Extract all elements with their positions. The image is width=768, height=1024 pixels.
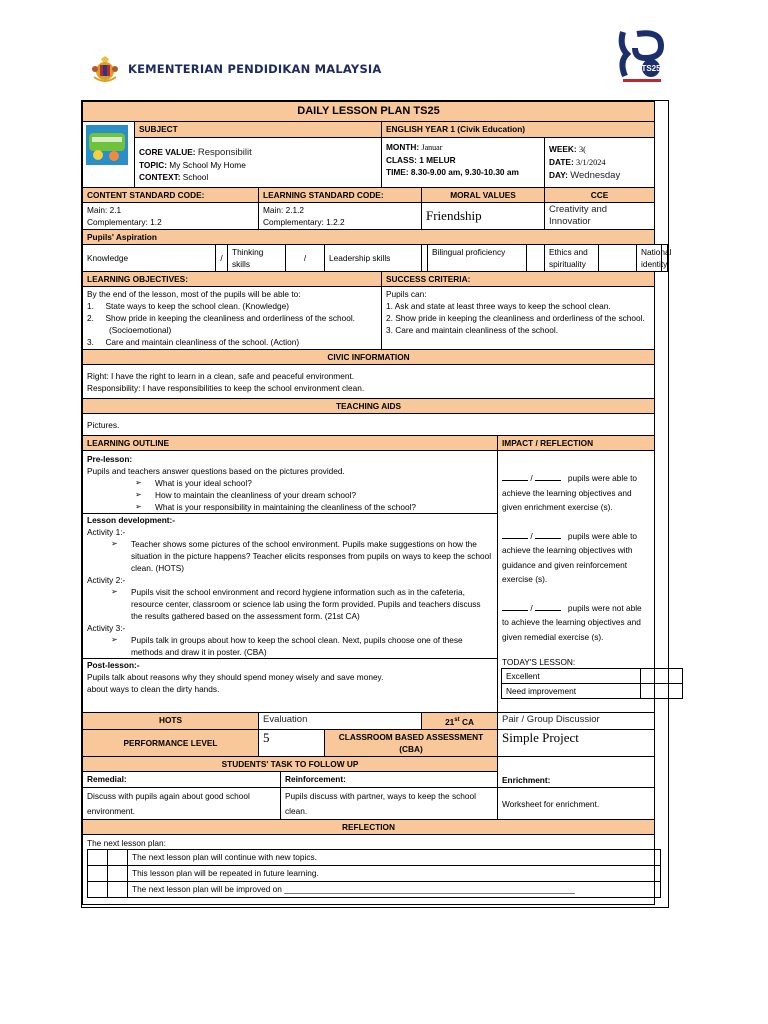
core-value: Responsibilit [197,147,252,158]
cce-value: Creativity and Innovatior [545,203,655,230]
ca-label: 21st CA [422,713,498,730]
enrichment-task: Worksheet for enrichment. [498,788,655,820]
activity-3: ➢ Pupils talk in groups about how to keep the school clean. Next, pupils choose one of these methods and draw it in poster. (CBA) [111,634,493,658]
excellent-checkbox[interactable] [641,669,683,684]
impact-reflection [498,451,655,713]
time-value: 8.30-9.00 am, 9.30-10.30 am [410,167,519,177]
week-details: WEEK: 3( DATE: 3/1/2024 DAY: Wednesday [545,138,655,188]
option-checkbox[interactable] [108,866,128,882]
aspiration-thinking: Thinking skills [228,245,286,272]
reinforcement-label: Reinforcement: [281,771,498,788]
next-lesson-label: The next lesson plan: [87,838,166,849]
success-criteria-label: SUCCESS CRITERIA: [382,272,655,287]
moral-value: Friendship [422,203,545,230]
follow-up-label: STUDENTS' TASK TO FOLLOW UP [83,756,498,771]
aspiration-label: Pupils' Aspiration [83,230,655,245]
next-lesson-plan [83,835,655,905]
reflection-label: REFLECTION [83,820,655,835]
todays-lesson-table [501,668,683,699]
question-item: ➢ How to maintain the cleanliness of your dream school? [135,489,493,501]
context-value: School [182,172,209,182]
hots-label: HOTS [83,713,259,730]
objective-item: 1. State ways to keep the school clean. (Knowledge) [87,301,290,311]
option-checkbox[interactable] [88,882,108,898]
objective-item: 2. Show pride in keeping the cleanliness and orderliness of the school. (Socioemotional) [87,313,355,335]
malaysia-crest-icon [90,55,120,83]
aspiration-thinking-mark: / [286,245,325,272]
option-improve: The next lesson plan will be improved on _______________________________________________________________ [128,882,661,898]
class-value: 1 MELUR [419,155,456,165]
remedial-label: Remedial: [83,771,281,788]
reinforcement-task: Pupils discuss with partner, ways to keep the school clean. [281,788,498,820]
question-item: ➢ What is your responsibility in maintaining the cleanliness of the school? [135,501,493,513]
option-checkbox[interactable] [108,850,128,866]
class-details: MONTH: Januar CLASS: 1 MELUR TIME: 8.30-9.00 am, 9.30-10.30 am [382,138,545,188]
aspiration-knowledge: Knowledge [83,245,216,272]
activity-2: ➢ Pupils visit the school environment and record hygiene information such as in the cafeteria, resource center, classroom or science lab using the form provided. Pupils and teachers discuss the results gathered based on the assessment form. (21st CA) [111,586,493,622]
aspiration-leadership: Leadership skills [325,245,422,272]
logo-text: TS25 [641,64,661,73]
civic-information: Right: I have the right to learn in a clean, safe and peaceful environment. Responsibility: I have responsibilities to keep the school environment clean. [83,365,655,399]
subject-details: CORE VALUE: Responsibilit TOPIC: My School My Home CONTEXT: School [135,138,382,188]
impact-guided: / pupils were able to achieve the learning objectives with guidance and given reinforcement exercise (s). [502,530,638,584]
textbook-cover-icon [86,125,128,165]
option-repeat: This lesson plan will be repeated in future learning. [128,866,661,882]
enrichment-label: Enrichment: [498,771,655,788]
ministry-header [90,52,382,86]
ts25-logo [617,28,667,84]
cce-label: CCE [545,188,655,203]
learning-standard-label: LEARNING STANDARD CODE: [259,188,422,203]
excellent-label: Excellent [502,669,641,684]
performance-level-value: 5 [259,729,325,756]
aspiration-ethics: Ethics and spirituality [545,245,599,272]
criteria-item: 3. Care and maintain cleanliness of the school. [386,325,559,335]
ministry-name: KEMENTERIAN PENDIDIKAN MALAYSIA [128,62,382,76]
lesson-plan-sheet [81,100,672,908]
impact-reflection-label: IMPACT / REFLECTION [498,436,655,451]
performance-level-label: PERFORMANCE LEVEL [83,729,259,756]
month-value: Januar [421,143,443,152]
moral-values-label: MORAL VALUES [422,188,545,203]
option-checkbox[interactable] [88,866,108,882]
pre-lesson-questions [87,477,493,513]
day-value: Wednesday [570,170,621,181]
option-continue: The next lesson plan will continue with new topics. [128,850,661,866]
objective-item: 3. Care and maintain cleanliness of the school. (Action) [87,337,300,347]
option-checkbox[interactable] [88,850,108,866]
aspiration-ethics-mark [599,245,637,272]
todays-lesson-label: TODAY'S LESSON: [502,657,576,667]
learning-objectives: By the end of the lesson, most of the pupils will be able to: 1. State ways to keep the school clean. (Knowledge) 2. Show pride in keeping the cleanliness and orderliness of the school. (Socioemotional) 3. Care and maintain cleanliness of the school. (Action) [83,287,382,350]
learning-objectives-label: LEARNING OBJECTIVES: [83,272,382,287]
subject-value: ENGLISH YEAR 1 (Civik Education) [382,122,655,138]
impact-not-achieved: / pupils were not able to achieve the learning objectives and given remedial exercise (s). [502,602,642,642]
aspiration-national: National identity [637,245,662,272]
content-standard-label: CONTENT STANDARD CODE: [83,188,259,203]
learning-standard-values: Main: 2.1.2 Complementary: 1.2.2 [259,203,422,230]
need-improvement-label: Need improvement [502,684,641,699]
aspiration-bilingual-mark [527,245,545,272]
plan-title: DAILY LESSON PLAN TS25 [83,102,655,122]
aspiration-bilingual: Bilingual proficiency [428,245,527,272]
learning-outline-label: LEARNING OUTLINE [83,436,498,451]
subject-image [83,122,135,188]
hots-value: Evaluation [259,713,422,730]
need-improvement-checkbox[interactable] [641,684,683,699]
teaching-aids: Pictures. [83,414,655,436]
subject-label: SUBJECT [135,122,382,138]
remedial-task: Discuss with pupils again about good school environment. [83,788,281,820]
success-criteria: Pupils can: 1. Ask and state at least three ways to keep the school clean. 2. Show pride in keeping the cleanliness and orderliness of the school. 3. Care and maintain cleanliness of the school. [382,287,655,350]
week-value: 3( [578,145,586,154]
ca-value: Pair / Group Discussior [498,713,655,730]
question-item: ➢ What is your ideal school? [135,477,493,489]
aspiration-knowledge-mark: / [216,245,228,272]
content-standard-values: Main: 2.1 Complementary: 1.2 [83,203,259,230]
criteria-item: 1. Ask and state at least three ways to keep the school clean. [386,301,611,311]
civic-label: CIVIC INFORMATION [83,350,655,365]
criteria-item: 2. Show pride in keeping the cleanliness and orderliness of the school. [386,313,645,323]
next-lesson-options [87,849,661,898]
lesson-plan-table [82,101,672,905]
teaching-aids-label: TEACHING AIDS [83,399,655,414]
topic-value: My School My Home [169,160,246,170]
cba-label: CLASSROOM BASED ASSESSMENT (CBA) [325,729,498,756]
ts25-logo-icon [617,28,667,84]
activity-1: ➢ Teacher shows some pictures of the school environment. Pupils make suggestions on how the situation in the picture happens? Teacher elicits responses from pupils on ways to keep the school clean. (HOTS) [111,538,493,574]
cba-value: Simple Project [498,729,655,756]
option-checkbox[interactable] [108,882,128,898]
date-value: 3/1/2024 [576,158,606,167]
learning-outline: Pre-lesson: Pupils and teachers answer questions based on the pictures provided. ➢ What is your ideal school? ➢ How to maintain the cleanliness of your dream school? ➢ What is your responsibility in maintaining the cleanliness of the school? Lesson development:- Activity 1:- ➢ Teacher shows some pictures of the school environment. Pupils make suggestions on how the situation in the picture happens? Teacher elicits responses from pupils on ways to keep the school clean. (HOTS) Activity 2:- ➢ Pupils visit the school environment and record hygiene information such as in the cafeteria, resource center, classroom or science lab using the form provided. Pupils and teachers discuss the results gathered based on the assessment form. (21st CA) Activity 3:- ➢ Pupils talk in groups about how to keep the school clean. Next, pupils choose one of these methods and draw it in poster. (CBA) Post-lesson:- Pupils talk about reasons why they should spend money wisely and save money. about ways to clean the dirty hands. [83,451,498,713]
impact-achieved: / pupils were able to achieve the learning objectives and given enrichment exercise (s). [502,473,638,512]
